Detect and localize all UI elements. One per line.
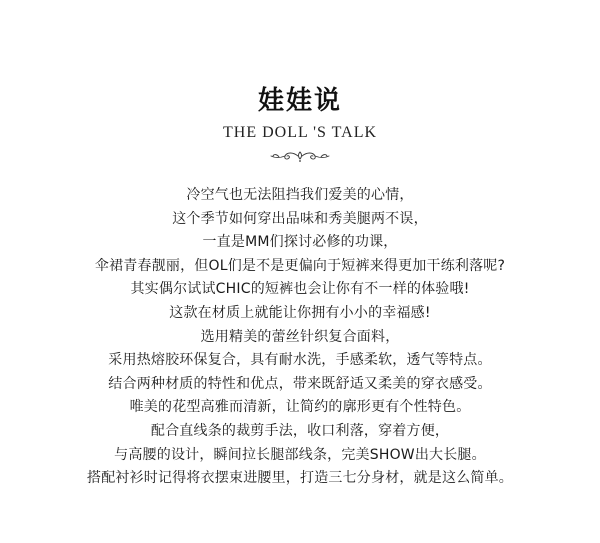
header	[0, 86, 600, 142]
description-line: 选用精美的蕾丝针织复合面料，	[200, 328, 400, 345]
flourish-ornament-icon	[265, 149, 335, 163]
description-line: 伞裙青春靓丽，但OL们是不是更偏向于短裤来得更加干练利落呢?	[94, 257, 506, 274]
description-line: 冷空气也无法阻挡我们爱美的心情，	[186, 187, 414, 203]
description-line: 与高腰的设计，瞬间拉长腿部线条，完美SHOW出大长腿。	[114, 446, 486, 463]
description-line: 采用热熔胶环保复合，具有耐水洗，手感柔软，透气等特点。	[108, 352, 492, 369]
description-line: 这款在材质上就能让你拥有小小的幸福感!	[169, 304, 431, 321]
description-body	[0, 184, 600, 491]
description-line: 其实偶尔试试CHIC的短裤也会让你有不一样的体验哦!	[130, 281, 470, 298]
description-line: 一直是MM们探讨必修的功课，	[202, 234, 398, 251]
description-line: 结合两种材质的特性和优点，带来既舒适又柔美的穿衣感受。	[108, 375, 492, 392]
description-line: 唯美的花型高雅而清新，让简约的廓形更有个性特色。	[129, 399, 471, 416]
description-line: 搭配衬衫时记得将衣摆束进腰里，打造三七分身材，就是这么简单。	[87, 470, 513, 487]
page-subtitle: THE DOLL 'S TALK	[222, 124, 378, 141]
description-line: 配合直线条的裁剪手法，收口利落，穿着方便，	[150, 422, 450, 439]
page-title: 娃娃说	[257, 86, 342, 116]
description-line: 这个季节如何穿出品味和秀美腿两不误，	[172, 210, 428, 227]
